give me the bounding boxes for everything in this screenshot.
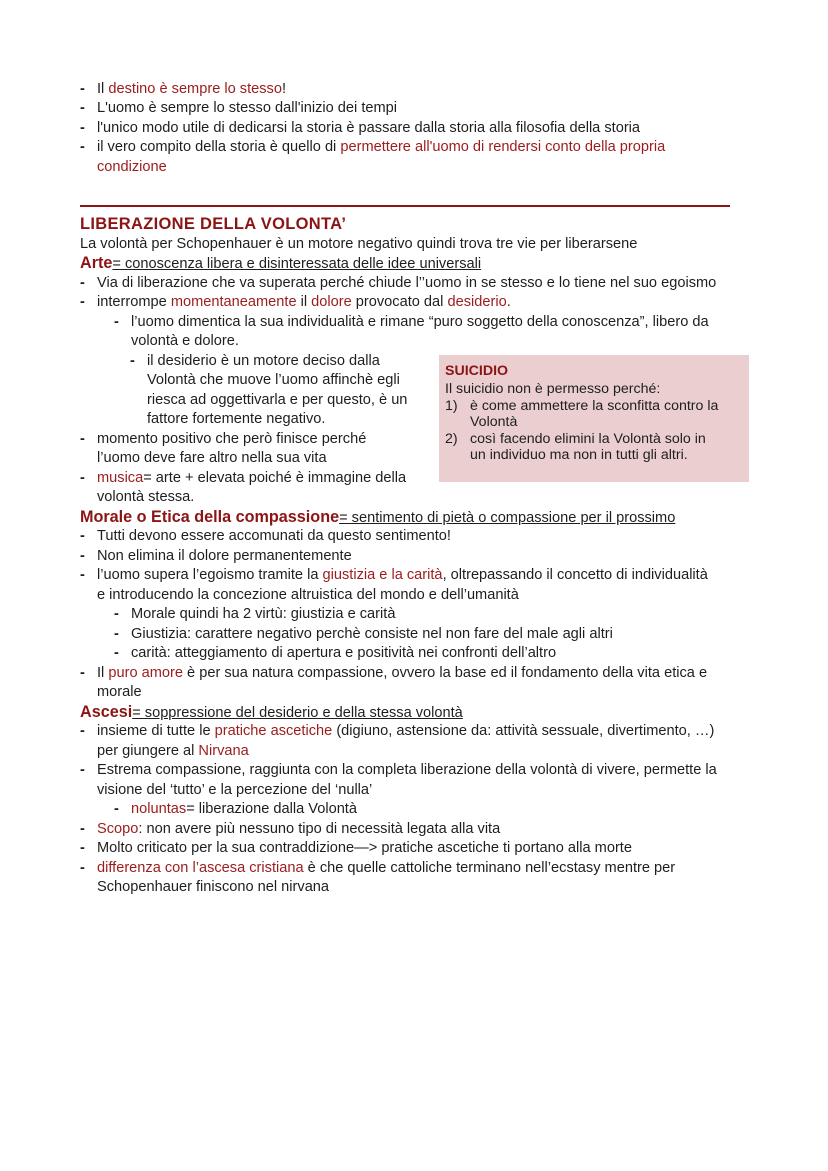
- arte-sub-1: l’uomo dimentica la sua individualità e rimane “puro soggetto della conoscenza”, libero da: [131, 314, 709, 330]
- bullet-dash: -: [114, 801, 119, 817]
- bullet-dash: -: [80, 431, 85, 447]
- morale-bullet-2: Non elimina il dolore permanentemente: [97, 548, 352, 564]
- arte-heading: Arte= conoscenza libera e disinteressata delle idee universali: [80, 254, 482, 272]
- bullet-dash: -: [80, 821, 85, 837]
- bullet-dash: -: [80, 120, 85, 136]
- arte-subsub-1-cont: riesca ad oggettivarla e per questo, è un: [147, 392, 408, 408]
- section-title: LIBERAZIONE DELLA VOLONTA’: [80, 215, 347, 233]
- morale-bullet-4: Il puro amore è per sua natura compassione, ovvero la base ed il fondamento della vita etica e: [97, 665, 708, 681]
- arte-subsub-1-cont: fattore fortemente negativo.: [147, 411, 326, 427]
- bullet-dash: -: [80, 470, 85, 486]
- bullet-dash: -: [80, 665, 85, 681]
- ascesi-bullet-3: Scopo: non avere più nessuno tipo di necessità legata alla vita: [97, 821, 501, 837]
- suicidio-intro: Il suicidio non è permesso perché:: [445, 381, 661, 397]
- suicidio-num-1: 1): [445, 398, 458, 414]
- intro-line-2: L'uomo è sempre lo stesso dall'inizio dei tempi: [97, 100, 398, 116]
- suicidio-box: [439, 355, 749, 482]
- arte-bullet-2: interrompe momentaneamente il dolore provocato dal desiderio.: [97, 294, 511, 310]
- bullet-dash: -: [114, 626, 119, 642]
- ascesi-sub-1: noluntas= liberazione dalla Volontà: [131, 801, 357, 817]
- bullet-dash: -: [114, 606, 119, 622]
- bullet-dash: -: [80, 840, 85, 856]
- suicidio-item-2-cont: un individuo ma non in tutti gli altri.: [470, 447, 688, 463]
- bullet-dash: -: [114, 645, 119, 661]
- arte-subsub-1: il desiderio è un motore deciso dalla: [147, 353, 380, 369]
- morale-bullet-1: Tutti devono essere accomunati da questo sentimento!: [97, 528, 451, 544]
- bullet-dash: -: [80, 567, 85, 583]
- ascesi-bullet-1: insieme di tutte le pratiche ascetiche (digiuno, astensione da: attività sessuale, divertimento, …): [97, 723, 715, 739]
- morale-heading: Morale o Etica della compassione= sentimento di pietà o compassione per il prossimo: [80, 508, 676, 526]
- intro-line-1: Il destino è sempre lo stesso!: [97, 81, 287, 97]
- arte-bullet-3: momento positivo che però finisce perché: [97, 431, 367, 447]
- ascesi-bullet-4: Molto criticato per la sua contraddizione—> pratiche ascetiche ti portano alla morte: [97, 840, 632, 856]
- arte-bullet-4-cont: volontà stessa.: [97, 489, 195, 505]
- ascesi-heading: Ascesi= soppressione del desiderio e della stessa volontà: [80, 703, 463, 721]
- bullet-dash: -: [130, 353, 135, 369]
- morale-sub-1: Morale quindi ha 2 virtù: giustizia e carità: [131, 606, 396, 622]
- morale-bullet-3-cont: e introducendo la concezione altruistica del mondo e dell’umanità: [97, 587, 519, 603]
- arte-bullet-4: musica= arte + elevata poiché è immagine della: [97, 470, 407, 486]
- intro-line-4: il vero compito della storia è quello di permettere all'uomo di rendersi conto della propria: [97, 139, 666, 155]
- bullet-dash: -: [80, 548, 85, 564]
- ascesi-bullet-2-cont: visione del ‘tutto’ e la percezione del ‘nulla’: [97, 782, 373, 798]
- suicidio-item-2: così facendo elimini la Volontà solo in: [470, 431, 706, 447]
- bullet-dash: -: [80, 100, 85, 116]
- bullet-dash: -: [80, 294, 85, 310]
- bullet-dash: -: [80, 860, 85, 876]
- bullet-dash: -: [80, 275, 85, 291]
- morale-sub-2: Giustizia: carattere negativo perchè consiste nel non fare del male agli altri: [131, 626, 613, 642]
- bullet-dash: -: [80, 723, 85, 739]
- ascesi-bullet-5-cont: Schopenhauer finiscono nel nirvana: [97, 879, 330, 895]
- bullet-dash: -: [114, 314, 119, 330]
- morale-bullet-3: l’uomo supera l’egoismo tramite la giustizia e la carità, oltrepassando il concetto di individualità: [97, 567, 708, 583]
- bullet-dash: -: [80, 528, 85, 544]
- section-intro: La volontà per Schopenhauer è un motore negativo quindi trova tre vie per liberarsene: [80, 236, 638, 252]
- arte-subsub-1-cont: Volontà che muove l’uomo affinchè egli: [147, 372, 400, 388]
- suicidio-title: SUICIDIO: [445, 363, 509, 379]
- suicidio-item-1: è come ammettere la sconfitta contro la: [470, 398, 719, 414]
- suicidio-num-2: 2): [445, 431, 458, 447]
- suicidio-item-1-cont: Volontà: [470, 414, 518, 430]
- ascesi-bullet-2: Estrema compassione, raggiunta con la completa liberazione della volontà di vivere, permette la: [97, 762, 717, 778]
- section-divider: [80, 205, 730, 207]
- intro-line-5: condizione: [97, 159, 167, 175]
- bullet-dash: -: [80, 762, 85, 778]
- arte-sub-1-cont: volontà e dolore.: [131, 333, 239, 349]
- bullet-dash: -: [80, 139, 85, 155]
- ascesi-bullet-1-cont: per giungere al Nirvana: [97, 743, 249, 759]
- bullet-dash: -: [80, 81, 85, 97]
- morale-sub-3: carità: atteggiamento di apertura e positività nei confronti dell’altro: [131, 645, 557, 661]
- ascesi-bullet-5: differenza con l’ascesa cristiana è che quelle cattoliche terminano nell’ecstasy mentre per: [97, 860, 676, 876]
- morale-bullet-4-cont: morale: [97, 684, 142, 700]
- arte-bullet-1: Via di liberazione che va superata perché chiude l’’uomo in se stesso e lo tiene nel suo egoismo: [97, 275, 717, 291]
- intro-line-3: l'unico modo utile di dedicarsi la storia è passare dalla storia alla filosofia della storia: [97, 120, 641, 136]
- arte-bullet-3-cont: l’uomo deve fare altro nella sua vita: [97, 450, 327, 466]
